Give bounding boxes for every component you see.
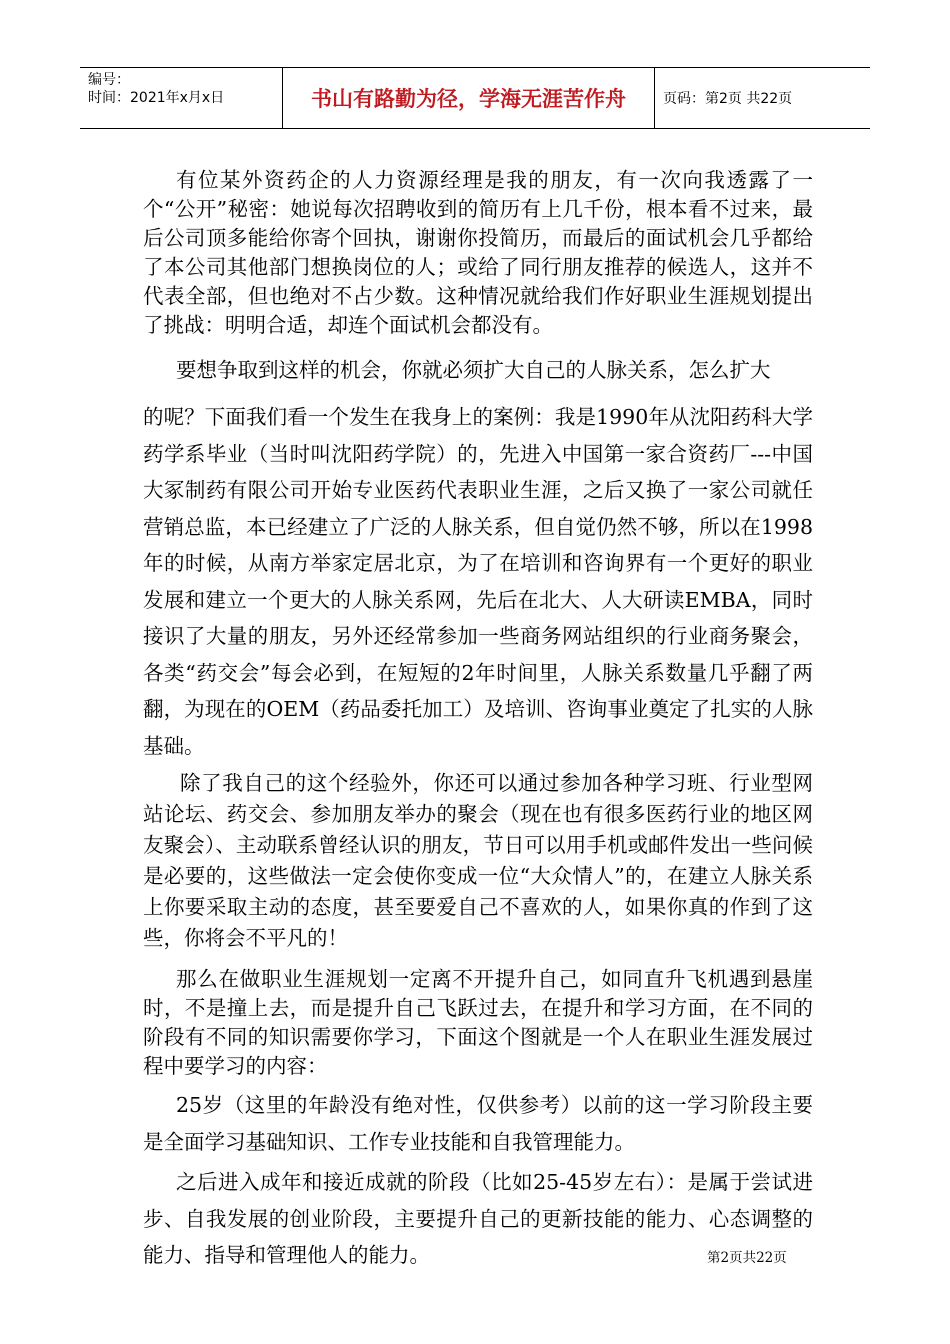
serial-label: 编号： xyxy=(88,72,130,88)
page-footer: 第2页共22页 xyxy=(707,1250,787,1266)
paragraph-2: 要想争取到这样的机会，你就必须扩大自己的人脉关系，怎么扩大 xyxy=(176,358,771,382)
paragraph-1: 有位某外资药企的人力资源经理是我的朋友，有一次向我透露了一个“公开”秘密：她说每次招聘收到的简历有上几千份，根本看不过来，最后公司顶多能给你寄个回执，谢谢你投简历，而最后的面试机会几乎都给了本公司其他部门想换岗位的人；或给了同行朋友推荐的候选人，这并不代表全部，但也绝对不占少数。这种情况就给我们作好职业生涯规划提出了挑战：明明合适，却连个面试机会都没有。 xyxy=(143,168,813,337)
paragraph-6: 25岁（这里的年龄没有绝对性，仅供参考）以前的这一学习阶段主要是全面学习基础知识、工作专业技能和自我管理能力。 xyxy=(143,1093,813,1154)
paragraph-3: 的呢？下面我们看一个发生在我身上的案例：我是1990年从沈阳药科大学药学系毕业（当时叫沈阳药学院）的，先进入中国第一家合资药厂---中国大冢制药有限公司开始专业医药代表职业生涯，之后又换了一家公司就任营销总监，本已经建立了广泛的人脉关系，但自觉仍然不够，所以在1998年的时候，从南方举家定居北京，为了在培训和咨询界有一个更好的职业发展和建立一个更大的人脉关系网，先后在北大、人大研读EMBA，同时接识了大量的朋友，另外还经常参加一些商务网站组织的行业商务聚会，各类“药交会”每会必到，在短短的2年时间里，人脉关系数量几乎翻了两翻，为现在的OEM（药品委托加工）及培训、咨询事业奠定了扎实的人脉基础。 xyxy=(143,405,813,758)
paragraph-4: 除了我自己的这个经验外，你还可以通过参加各种学习班、行业型网站论坛、药交会、参加朋友举办的聚会（现在也有很多医药行业的地区网友聚会）、主动联系曾经认识的朋友，节日可以用手机或邮件发出一些问候是必要的，这些做法一定会使你变成一位“大众情人”的，在建立人脉关系上你要采取主动的态度，甚至要爱自己不喜欢的人，如果你真的作到了这些，你将会不平凡的！ xyxy=(143,771,813,950)
header-motto: 书山有路勤为径，学海无涯苦作舟 xyxy=(283,68,655,128)
paragraph-7: 之后进入成年和接近成就的阶段（比如25-45岁左右）：是属于尝试进步、自我发展的创业阶段，主要提升自己的更新技能的能力、心态调整的能力、指导和管理他人的能力。 xyxy=(143,1170,813,1267)
header-page-label: 页码：第2页 共22页 xyxy=(663,91,793,107)
page-header xyxy=(80,67,870,129)
header-meta xyxy=(80,68,283,128)
document-body xyxy=(143,166,813,1274)
paragraph-5: 那么在做职业生涯规划一定离不开提升自己，如同直升飞机遇到悬崖时，不是撞上去，而是提升自己飞跃过去，在提升和学习方面，在不同的阶段有不同的知识需要你学习，下面这个图就是一个人在职业生涯发展过程中要学习的内容： xyxy=(143,967,813,1078)
time-label: 时间：2021年x月x日 xyxy=(88,90,225,106)
